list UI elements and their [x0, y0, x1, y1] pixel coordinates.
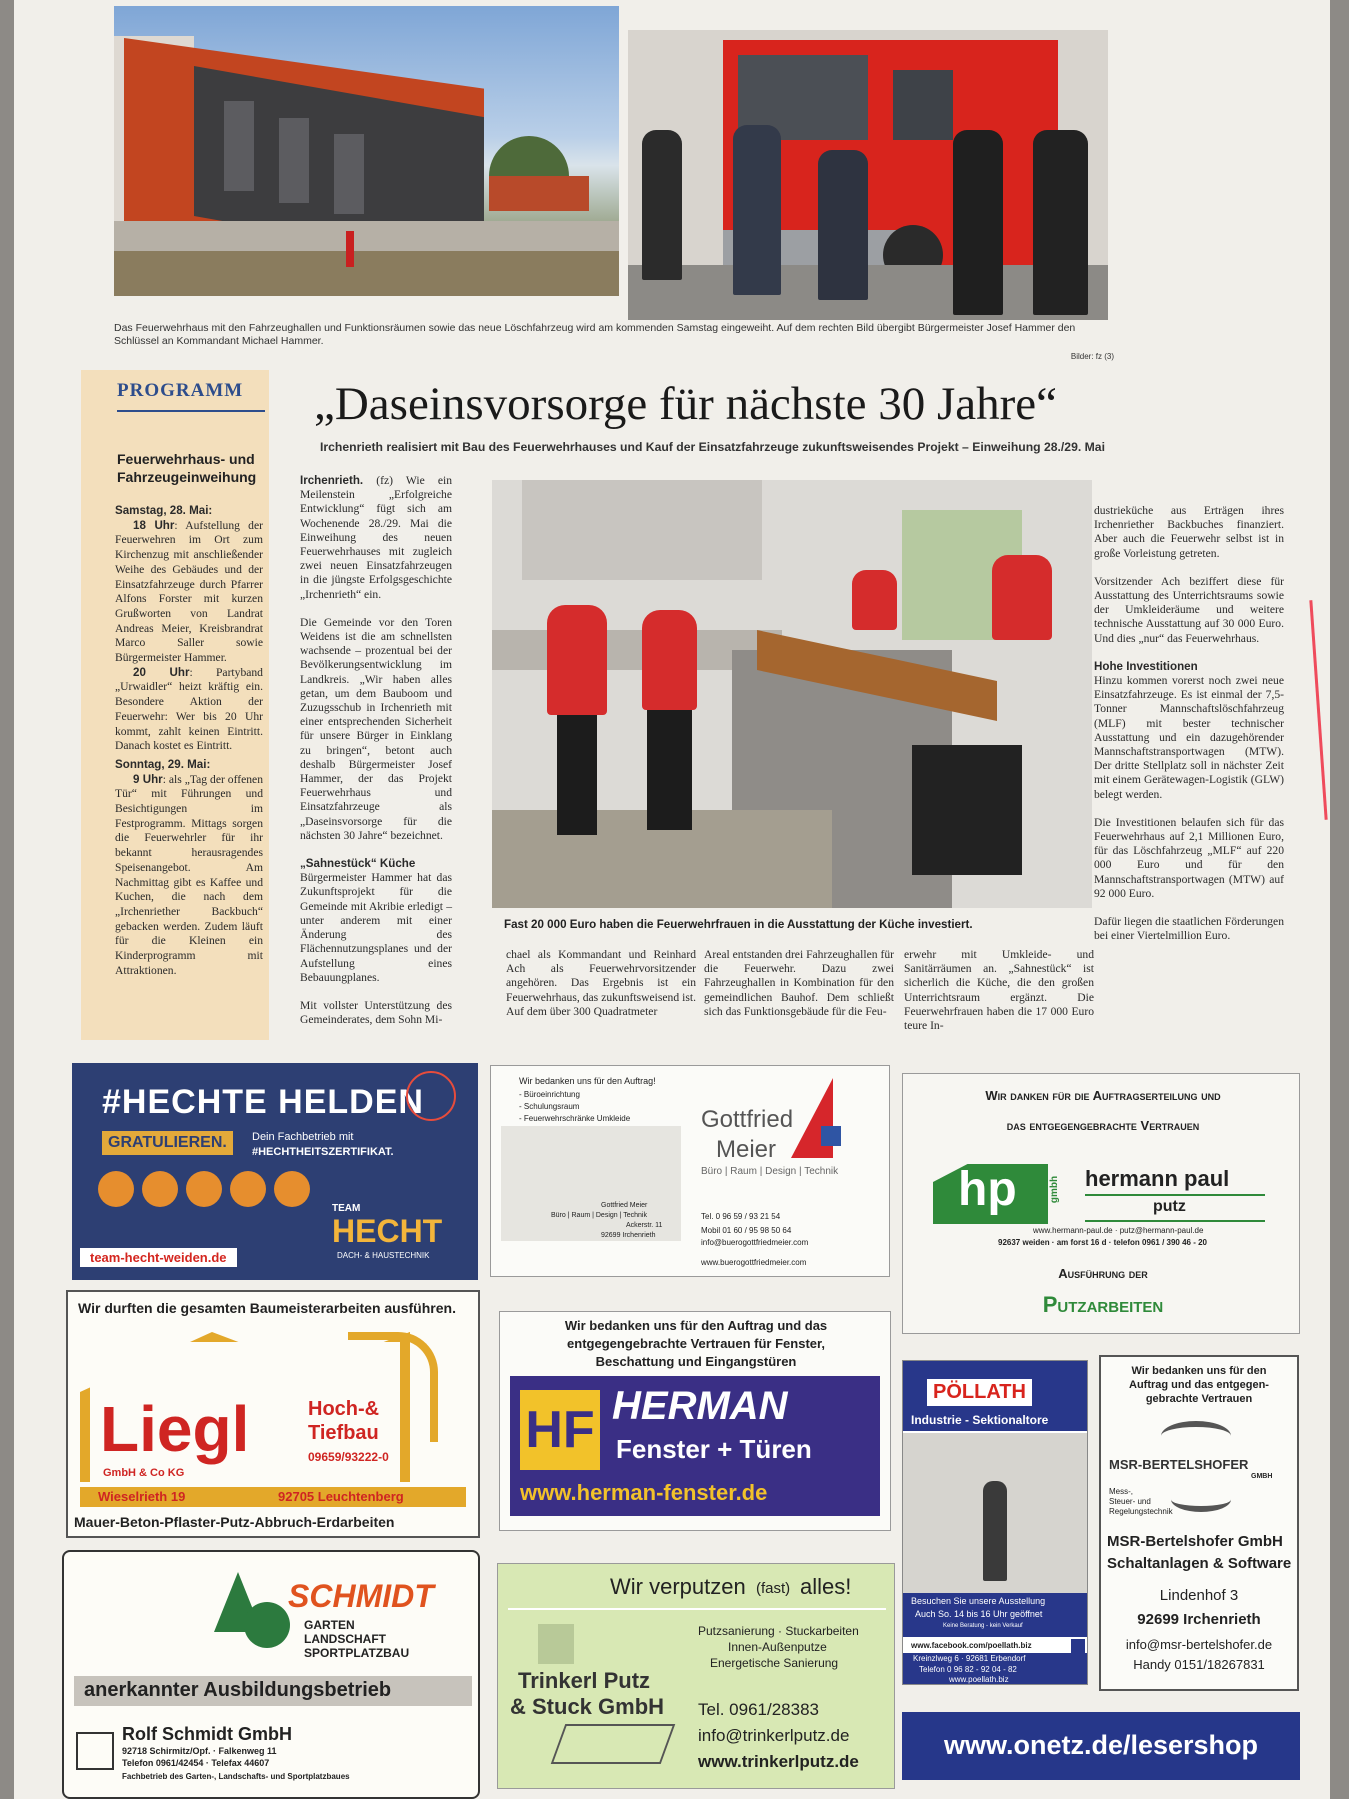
- msr-tech: Regelungstechnik: [1109, 1507, 1173, 1516]
- trinkerl-name: & Stuck GmbH: [510, 1694, 665, 1719]
- poellath-sub: Industrie - Sektionaltore: [911, 1413, 1049, 1427]
- liegl-name: Liegl: [100, 1393, 250, 1465]
- msr-thanks: gebrachte Vertrauen: [1145, 1393, 1253, 1405]
- schmidt-emblem: [76, 1732, 114, 1770]
- hecht-title: #HECHTE HELDEN: [102, 1083, 424, 1121]
- article-subheadline: Irchenrieth realisiert mit Bau des Feuerwehrhauses und Kauf der Einsatzfahrzeuge zukunftsweisendes Projekt – Einweihung 28./29. Mai: [320, 440, 1105, 454]
- msr-logo: MSR-BERTELSHOFER: [1109, 1457, 1249, 1472]
- paul-work: Putzarbeiten: [1042, 1292, 1164, 1317]
- hecht-url[interactable]: team-hecht-weiden.de: [80, 1248, 237, 1267]
- meier-name: Meier: [716, 1136, 777, 1163]
- msr-city: 92699 Irchenrieth: [1137, 1611, 1261, 1628]
- trinkerl-alles: alles!: [800, 1574, 852, 1599]
- trinkerl-headline: Wir verputzen: [610, 1574, 746, 1599]
- trinkerl-rule: [508, 1608, 886, 1610]
- trinkerl-web[interactable]: www.trinkerlputz.de: [698, 1752, 859, 1771]
- meier-item: - Schulungsraum: [519, 1102, 580, 1111]
- paul-contact: www.hermann-paul.de · putz@hermann-paul.de: [1033, 1226, 1204, 1235]
- msr-mobile: Handy 0151/18267831: [1133, 1657, 1265, 1672]
- hecht-claim: Dein Fachbetrieb mit: [252, 1131, 354, 1143]
- meier-item: - Büroeinrichtung: [519, 1090, 580, 1099]
- poellath-web: www.poellath.biz: [949, 1675, 1009, 1684]
- liegl-header: Wir durften die gesamten Baumeisterarbeiten ausführen.: [78, 1300, 456, 1316]
- herman-thanks: entgegengebrachte Vertrauen für Fenster,: [567, 1336, 825, 1351]
- paul-exec: Ausführung der: [1058, 1266, 1148, 1281]
- program-body: [115, 504, 263, 979]
- poellath-brand: PÖLLATH: [927, 1379, 1032, 1406]
- ad-poellath: [902, 1360, 1088, 1685]
- trinkerl-tel: Tel. 0961/28383: [698, 1700, 819, 1719]
- article-paragraph: Die Gemeinde vor den Toren Weidens ist die am schnellsten wachsende – prozentual bei der Bevölkerungsentwicklung im Landkreis. „Wir haben alles getan, um dem Bauboom und Zuzugsschub in Irchenrieth mit einer entsprechenden Sicherheit für unsere Bürger in Einklang zu bringen“, betont auch deshalb Bürgermeister Josef Hammer, der das Projekt Feuerwehrhaus und Einsatzfahrzeuge als „Daseinsvorsorge für die nächsten 30 Jahre“ bezeichnet.: [300, 615, 452, 842]
- herman-name: HERMAN: [612, 1384, 788, 1428]
- hecht-seal: [406, 1071, 456, 1121]
- schmidt-tel: Telefon 0961/42454 · Telefax 44607: [122, 1758, 270, 1768]
- ad-hermann-paul: [902, 1073, 1300, 1334]
- meier-name: Gottfried: [701, 1106, 794, 1133]
- article-paragraph: Hinzu kommen vorerst noch zwei neue Einsatzfahrzeuge. Es ist einmal der 7,5-Tonner Mannschaftslöschfahrzeug (MLF) mit bester technischer Ausstattung und ein dazugehörender Mannschaftstransportwagen (MTW). Der dritte Stellplatz soll in nächster Zeit mit einem Gerätewagen-Logistik (GLW) belegt werden.: [1094, 674, 1284, 801]
- ad-schmidt: [62, 1550, 480, 1799]
- ad-liegl: [66, 1290, 480, 1538]
- ad-trinkerl: [497, 1563, 895, 1789]
- meier-logo-triangle: [791, 1078, 833, 1158]
- article-column-3: Areal entstanden drei Fahrzeughallen für die Feuerwehr. Dazu zwei Fahrzeughallen in Kombination für den gemeindlichen Bauhof. Dem schließt sich das Funktionsgebäude für die Feu-: [704, 948, 894, 1018]
- msr-email: info@msr-bertelshofer.de: [1125, 1637, 1273, 1652]
- meier-item: - Feuerwehrschränke Umkleide: [519, 1114, 631, 1123]
- trinkerl-name: Trinkerl Putz: [518, 1668, 651, 1693]
- photo-key-handover: [628, 30, 1108, 320]
- hecht-team: TEAM: [332, 1203, 361, 1214]
- paul-gmbh: gmbh: [1049, 1175, 1061, 1204]
- program-title: Feuerwehrhaus- und Fahrzeugeinweihung: [117, 451, 257, 485]
- msr-thanks: Auftrag und das entgegen-: [1129, 1379, 1269, 1391]
- schmidt-line: SPORTPLATZBAU: [304, 1646, 410, 1660]
- herman-thanks: Wir bedanken uns für den Auftrag und das: [564, 1318, 828, 1333]
- liegl-footer: Mauer-Beton-Pflaster-Putz-Abbruch-Erdarbeiten: [74, 1514, 395, 1530]
- program-time: 20 Uhr: [133, 665, 190, 679]
- meier-address: Gottfried Meier: [601, 1202, 648, 1209]
- msr-gmbh: GMBH: [1251, 1473, 1273, 1480]
- ad-gottfried-meier: [490, 1065, 890, 1277]
- trowel-icon: [538, 1624, 574, 1664]
- ad-hecht: [72, 1063, 478, 1280]
- photo-fire-station: [114, 6, 619, 296]
- article-column-4: erwehr mit Umkleide- und Sanitärräumen an. „Sahnestück“ ist sicherlich die Küche, die den großen Unterrichtsraum ergänzt. Die Feuerwehrfrauen haben die 17 000 Euro teure In-: [904, 948, 1094, 1033]
- herman-logo: HF: [520, 1390, 600, 1470]
- article-column-1: [300, 474, 452, 1041]
- program-text: : Partyband „Urwaidler“ heizt kräftig ein. Besondere Aktion der Feuerwehr: Wer bis 20 Uhr kommt, zahlt keinen Eintritt. Danach kostet es Eintritt.: [115, 665, 263, 753]
- herman-url[interactable]: www.herman-fenster.de: [520, 1480, 768, 1505]
- program-text: : Aufstellung der Feuerwehren im Ort zum Kirchenzug mit anschließender Weihe des Gebäudes und der Einsatzfahrzeuge durch Pfarrer Alfons Forster mit kurzen Grußworten von Landrat Andreas Meier, Kreisbrandrat Marco Saller sowie Bürgermeister Hammer.: [115, 518, 263, 665]
- schmidt-banner: anerkannter Ausbildungsbetrieb: [84, 1679, 392, 1701]
- herman-thanks: Beschattung und Eingangstüren: [595, 1354, 797, 1369]
- program-time: 9 Uhr: [133, 772, 163, 786]
- article-headline: „Daseinsvorsorge für nächste 30 Jahre“: [314, 378, 1058, 430]
- poellath-visit: Besuchen Sie unsere Ausstellung: [911, 1596, 1046, 1606]
- article-column-2: chael als Kommandant und Reinhard Ach als Feuerwehrvorsitzender angehören. Das Ergebnis ist ein Feuerwehrhaus, das zukunftsweisend ist. Auf dem über 300 Quadratmeter: [506, 948, 696, 1018]
- program-saturday: Samstag, 28. Mai:: [115, 504, 213, 517]
- meier-logo-squares: [821, 1126, 841, 1146]
- schmidt-line: GARTEN: [304, 1618, 355, 1632]
- paul-rule: [1085, 1194, 1265, 1196]
- liegl-tief: Tiefbau: [308, 1422, 379, 1444]
- facebook-icon[interactable]: [1071, 1639, 1085, 1653]
- schmidt-foot: Fachbetrieb des Garten-, Landschafts- und Sportplatzbaues: [122, 1772, 350, 1781]
- msr-street: Lindenhof 3: [1159, 1587, 1239, 1604]
- solar-icon: [230, 1171, 266, 1207]
- meier-address: Büro | Raum | Design | Technik: [551, 1212, 647, 1219]
- drop-icon: [98, 1171, 134, 1207]
- trinkerl-service: Innen-Außenputze: [728, 1640, 827, 1654]
- program-sunday: Sonntag, 29. Mai:: [115, 757, 211, 771]
- liegl-phone: 09659/93222-0: [308, 1450, 389, 1464]
- article-paragraph: Die Investitionen belaufen sich für das Feuerwehrhaus auf 2,1 Millionen Euro, für das Löschfahrzeug „MLF“ auf 220 000 Euro und für den Mannschaftstransportwagen (MTW) auf 92 000 Euro.: [1094, 815, 1284, 900]
- msr-services: Schaltanlagen & Software: [1107, 1555, 1292, 1572]
- photo-credit: Bilder: fz (3): [1070, 352, 1114, 361]
- brick-icon: [551, 1724, 676, 1764]
- meier-tel: Tel. 0 96 59 / 93 21 54: [701, 1212, 781, 1221]
- newspaper-page: [14, 0, 1330, 1799]
- msr-tech: Mess-,: [1109, 1487, 1133, 1496]
- fan-icon: [142, 1171, 178, 1207]
- schmidt-brand: SCHMIDT: [288, 1578, 434, 1614]
- ad-herman: [499, 1311, 891, 1531]
- poellath-addr: Kreinzlweg 6 · 92681 Erbendorf: [913, 1654, 1026, 1663]
- liegl-hoch: Hoch-&: [308, 1398, 380, 1420]
- poellath-worker: [983, 1481, 1007, 1581]
- meier-web: www.buerogottfriedmeier.com: [701, 1258, 807, 1267]
- liegl-street: Wieselrieth 19: [98, 1489, 186, 1504]
- hecht-sub: DACH- & HAUSTECHNIK: [337, 1251, 430, 1260]
- msr-tech: Steuer- und: [1109, 1497, 1151, 1506]
- hecht-brand: HECHT: [332, 1213, 443, 1249]
- meier-mobil: Mobil 01 60 / 95 98 50 64: [701, 1226, 792, 1235]
- liegl-gmbh: GmbH & Co KG: [103, 1467, 185, 1479]
- schmidt-company: Rolf Schmidt GmbH: [122, 1724, 292, 1744]
- program-header: PROGRAMM: [117, 380, 244, 401]
- hecht-congrats: GRATULIEREN.: [102, 1131, 233, 1155]
- poellath-visit: Auch So. 14 bis 16 Uhr geöffnet: [915, 1609, 1043, 1619]
- article-paragraph: dustrieküche aus Erträgen ihres Irchenriether Backbuches finanziert. Aber auch die Feuerwehr selbst ist in große Vorleistung getreten.: [1094, 504, 1284, 560]
- hecht-icon-row: [98, 1171, 458, 1211]
- pen-mark: [1309, 600, 1327, 820]
- ad-msr-bertelshofer: [1099, 1355, 1299, 1691]
- trinkerl-email: info@trinkerlputz.de: [698, 1726, 850, 1745]
- msr-swoosh-icon-2: [1171, 1487, 1231, 1512]
- meier-address: Ackerstr. 11: [626, 1222, 663, 1229]
- program-time: 18 Uhr: [133, 518, 175, 532]
- schmidt-line: LANDSCHAFT: [304, 1632, 386, 1646]
- paul-contact: 92637 weiden · am forst 16 d · telefon 0961 / 390 46 - 20: [998, 1238, 1207, 1247]
- article-subheading: „Sahnestück“ Küche: [300, 857, 416, 871]
- ad-onetz-lesershop: [902, 1712, 1300, 1780]
- trinkerl-service: Energetische Sanierung: [710, 1656, 839, 1670]
- program-text: : als „Tag der offenen Tür“ mit Führungen und Besichtigungen im Festprogramm. Mittags sorgen die Feuerwehrler für ihr bekannt herausragendes Speisenangebot. Am Nachmittag gibt es Kaffee und Kuchen, die nach dem „Irchenriether Backbuch“ gebacken werden. Zudem läuft für die Kleinen ein Kinderprogramm mit Attraktionen.: [115, 772, 263, 977]
- poellath-visit: Keine Beratung - kein Verkauf: [943, 1623, 1023, 1629]
- program-box: [81, 370, 269, 1040]
- meier-tagline: Büro | Raum | Design | Technik: [701, 1166, 839, 1177]
- article-paragraph: Mit vollster Unterstützung des Gemeinderates, dem Sohn Mi-: [300, 998, 452, 1027]
- article-subheading: Hohe Investitionen: [1094, 659, 1198, 673]
- liegl-city: 92705 Leuchtenberg: [278, 1489, 404, 1504]
- msr-thanks: Wir bedanken uns für den: [1131, 1365, 1267, 1377]
- onetz-url[interactable]: www.onetz.de/lesershop: [943, 1730, 1259, 1760]
- meier-address: 92699 Irchenrieth: [601, 1232, 656, 1239]
- trinkerl-service: Putzsanierung · Stuckarbeiten: [698, 1624, 859, 1638]
- kitchen-caption: Fast 20 000 Euro haben die Feuerwehrfrauen in die Ausstattung der Küche investiert.: [504, 918, 973, 931]
- paul-trade: putz: [1153, 1198, 1186, 1215]
- paul-rule: [1085, 1220, 1265, 1222]
- paul-heading: das entgegengebrachte Vertrauen: [1006, 1118, 1200, 1133]
- paul-name: hermann paul: [1085, 1166, 1230, 1191]
- msr-swoosh-icon: [1161, 1421, 1231, 1451]
- trinkerl-fast: (fast): [756, 1580, 791, 1597]
- photo-caption: Das Feuerwehrhaus mit den Fahrzeughallen und Funktionsräumen sowie das neue Löschfahrzeug wird am kommenden Samstag eingeweiht. Auf dem rechten Bild übergibt Bürgermeister Josef Hammer den Schlüssel an Kommandant Michael Hammer.: [114, 322, 1076, 347]
- schmidt-addr: 92718 Schirmitz/Opf. · Falkenweg 11: [122, 1746, 277, 1756]
- msr-company: MSR-Bertelshofer GmbH: [1107, 1533, 1283, 1550]
- flame-icon: [186, 1171, 222, 1207]
- sport-circle-icon: [244, 1602, 290, 1648]
- poellath-fb[interactable]: www.facebook.com/poellath.biz: [911, 1641, 1032, 1650]
- herman-sub: Fenster + Türen: [616, 1434, 812, 1464]
- photo-kitchen: [492, 480, 1092, 908]
- roof-icon: [274, 1171, 310, 1207]
- article-paragraph: (fz) Wie ein Meilenstein „Erfolgreiche Entwicklung“ fügt sich am Wochenende 28./29. Mai die Einweihung des neuen Feuerwehrhauses mit zugleich zwei neuen Einsatzfahrzeugen in die jüngste Erfolgsgeschichte „Irchenrieth“ ein.: [300, 474, 452, 601]
- paul-logo: hp: [958, 1163, 1017, 1216]
- article-column-right: [1094, 504, 1284, 957]
- article-dateline: Irchenrieth.: [300, 474, 364, 487]
- hecht-claim: #HECHTHEITSZERTIFIKAT.: [252, 1146, 394, 1158]
- poellath-tel: Telefon 0 96 82 - 92 04 - 82: [919, 1665, 1017, 1674]
- paul-heading: Wir danken für die Auftragserteilung und: [985, 1088, 1221, 1103]
- meier-thanks: Wir bedanken uns für den Auftrag!: [519, 1076, 656, 1086]
- article-paragraph: Bürgermeister Hammer hat das Zukunftsprojekt für die Gemeinde mit Akribie erledigt – unter anderem mit einer Änderung des Flächennutzungsplanes und der Aufstellung eines Bebauungplanes.: [300, 871, 452, 984]
- article-paragraph: Vorsitzender Ach beziffert diese für Ausstattung des Unterrichtsraums sowie der Umkleideräume und weitere technische Ausstattung auf 30 000 Euro. Und dies „nur“ das Feuerwehrhaus.: [1094, 574, 1284, 645]
- article-paragraph: Dafür liegen die staatlichen Förderungen bei einer Viertelmillion Euro.: [1094, 915, 1284, 943]
- meier-email: info@buerogottfriedmeier.com: [701, 1238, 809, 1247]
